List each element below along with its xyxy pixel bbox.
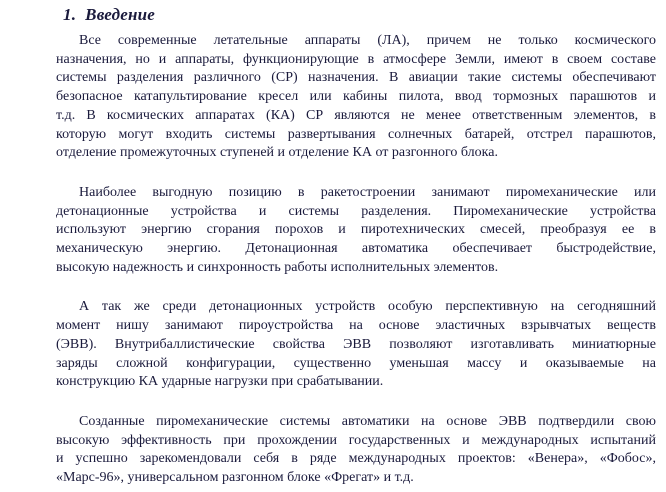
text-line: Созданные пиромеханические системы автоматики на основе ЭВВ подтвердили свою xyxy=(79,413,656,429)
text-line: заряды сложной конфигурации, существенно уменьшая массу и оказываемые на xyxy=(56,355,656,371)
paragraph xyxy=(56,413,656,488)
section-number: 1. xyxy=(63,5,77,24)
text-line: детонационные устройства и системы разделения. Пиромеханические устройства xyxy=(56,203,656,219)
paragraph-container xyxy=(56,32,656,488)
text-line: и успешно зарекомендовали себя в ряде международных проектов: «Венера», «Фобос», xyxy=(56,451,656,467)
text-line: высокую надежность и синхронность работы исполнительных элементов. xyxy=(56,259,499,275)
text-line: Все современные летательные аппараты (ЛА), причем не только космического xyxy=(79,33,656,48)
text-line: которую могут входить системы развертывания солнечных батарей, отстрел парашютов, xyxy=(56,126,656,142)
text-line: конструкцию КА ударные нагрузки при срабатывании. xyxy=(56,374,384,390)
text-line: момент нишу занимают пироустройства на основе эластичных взрывчатых веществ xyxy=(56,318,656,334)
text-line: механическую энергию. Детонационная автоматика обеспечивает быстродействие, xyxy=(56,241,656,257)
text-line: Наиболее выгодную позицию в ракетостроении занимают пиромеханические или xyxy=(79,184,656,200)
section-heading xyxy=(63,4,656,26)
text-line: А так же среди детонационных устройств особую перспективную на сегодняшний xyxy=(79,299,656,315)
paragraph xyxy=(56,32,656,163)
text-line: отделение промежуточных ступеней и отделение КА от разгонного блока. xyxy=(56,145,498,161)
text-line: высокую эффективность при прохождении государственных и международных испытаний xyxy=(56,432,656,448)
text-line: назначения, но и аппараты, функционирующие в атмосфере Земли, имеют в своем составе xyxy=(56,51,656,67)
paragraph xyxy=(56,298,656,392)
text-line: т.д. В космических аппаратах (КА) СР являются не менее ответственным элементов, в xyxy=(56,107,656,123)
section-title: Введение xyxy=(85,5,156,24)
paragraph xyxy=(56,184,656,278)
text-line: системы разделения различного (СР) назначения. В авиации такие системы обеспечивают xyxy=(56,70,656,86)
text-line: «Марс-96», универсальном разгонном блоке «Фрегат» и т.д. xyxy=(56,470,414,486)
text-line: используют энергию сгорания порохов и пиротехнических смесей, преобразуя ее в xyxy=(56,222,656,238)
text-line: (ЭВВ). Внутрибаллистические свойства ЭВВ позволяют изготавливать миниатюрные xyxy=(56,336,656,352)
text-line: безопасное катапультирование кресел или кабины пилота, ввод тормозных парашютов и xyxy=(56,89,656,105)
